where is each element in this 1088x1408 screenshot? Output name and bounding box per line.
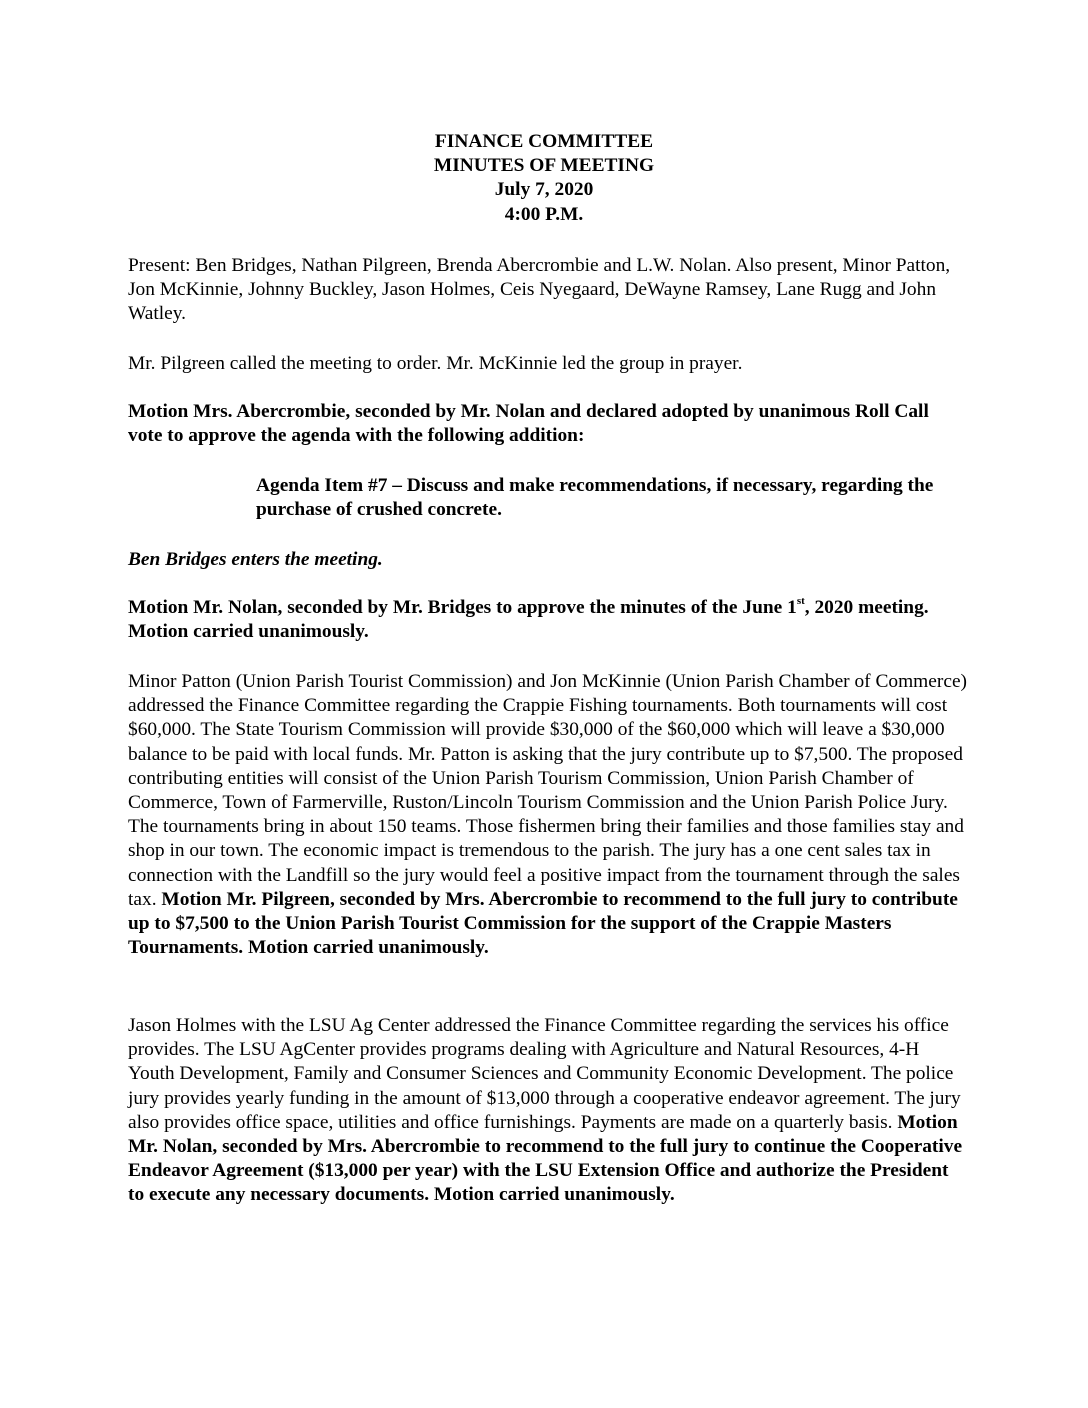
lsu-agcenter-paragraph	[128, 1014, 968, 1208]
minutes-title: MINUTES OF MEETING	[433, 155, 655, 177]
lsu-motion: Motion Mr. Nolan, seconded by Mrs. Abercrombie to recommend to the full jury to continue the Cooperative Endeavor Agreement ($13,000 per year) with the LSU Extension Office and authorize the President to execute any necessary documents. Motion carried unanimously.	[128, 1111, 963, 1206]
call-to-order-paragraph: Mr. Pilgreen called the meeting to order. Mr. McKinnie led the group in prayer.	[128, 353, 743, 374]
crappie-motion: Motion Mr. Pilgreen, seconded by Mrs. Abercrombie to recommend to the full jury to contribute up to $7,500 to the Union Parish Tourist Commission for the support of the Crappie Masters Tournaments. Motion carried unanimously.	[128, 888, 958, 959]
ordinal-suffix: st	[796, 594, 805, 607]
lsu-discussion: Jason Holmes with the LSU Ag Center addressed the Finance Committee regarding the services his office provides. The LSU AgCenter provides programs dealing with Agriculture and Natural Resources, 4-H Youth Development, Family and Consumer Sciences and Community Economic Development. The police jury provides yearly funding in the amount of $13,000 through a cooperative endeavor agreement. The jury also provides office space, utilities and office furnishings. Payments are made on a quarterly basis.	[128, 1015, 961, 1133]
minutes-approval-motion	[128, 596, 968, 644]
meeting-date: July 7, 2020	[494, 179, 594, 201]
minutes-motion-text-end: , 2020 meeting. Motion carried unanimously.	[128, 597, 929, 643]
attendance-note: Ben Bridges enters the meeting.	[128, 549, 383, 570]
agenda-item-addition: Agenda Item #7 – Discuss and make recommendations, if necessary, regarding the purchase of crushed concrete.	[256, 475, 934, 521]
committee-title: FINANCE COMMITTEE	[434, 131, 654, 152]
document-header	[0, 130, 1088, 227]
attendance-paragraph: Present: Ben Bridges, Nathan Pilgreen, Brenda Abercrombie and L.W. Nolan. Also present, Minor Patton, Jon McKinnie, Johnny Buckley, Jason Holmes, Ceis Nyegaard, DeWayne Ramsey, Lane Rugg and John Watley.	[128, 255, 951, 325]
crappie-discussion: Minor Patton (Union Parish Tourist Commission) and Jon McKinnie (Union Parish Chamber of Commerce) addressed the Finance Committee regarding the Crappie Fishing tournaments. Both tournaments will cost $60,000. The State Tourism Commission will provide $30,000 of the $60,000 which will leave a $30,000 balance to be paid with local funds. Mr. Patton is asking that the jury contribute up to $7,500. The proposed contributing entities will consist of the Union Parish Tourism Commission, Union Parish Chamber of Commerce, Town of Farmerville, Ruston/Lincoln Tourism Commission and the Union Parish Police Jury. The tournaments bring in about 150 teams. Those fishermen bring their families and those families stay and shop in our town. The economic impact is tremendous to the parish. The jury has a one cent sales tax in connection with the Landfill so the jury would feel a positive impact from the tournament through the sales tax.	[128, 671, 968, 910]
minutes-motion-text: Motion Mr. Nolan, seconded by Mr. Bridges to approve the minutes of the June 1	[128, 597, 797, 618]
crappie-tournament-paragraph	[128, 670, 968, 960]
agenda-motion-paragraph: Motion Mrs. Abercrombie, seconded by Mr. Nolan and declared adopted by unanimous Roll Call vote to approve the agenda with the following addition:	[128, 401, 929, 447]
meeting-time: 4:00 P.M.	[504, 203, 584, 225]
